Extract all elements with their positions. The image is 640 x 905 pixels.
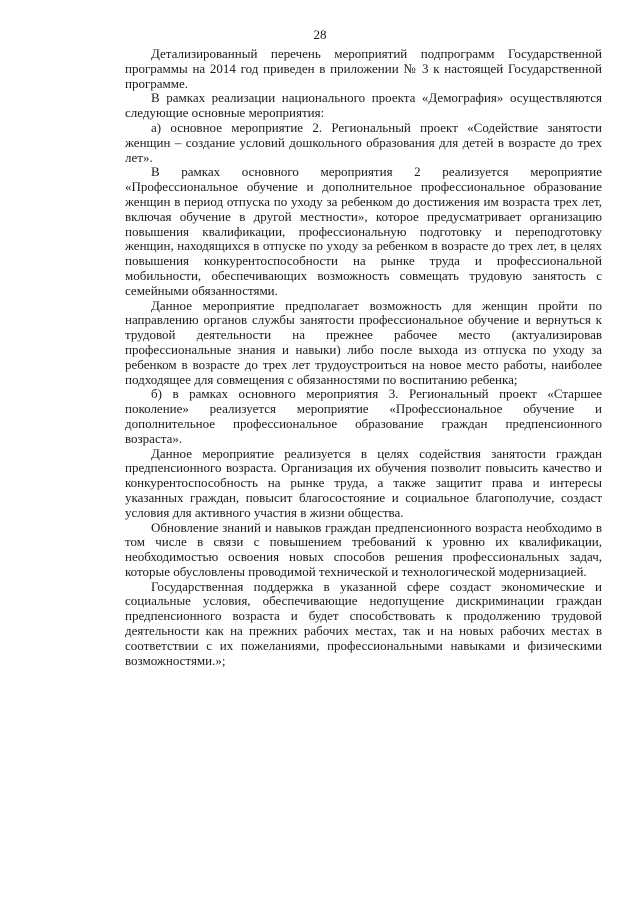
document-body bbox=[125, 47, 602, 668]
paragraph-national-project: В рамках реализации национального проекта «Демография» осуществляются следующие основные мероприятия: bbox=[125, 90, 602, 121]
paragraph-detailed-list: Детализированный перечень мероприятий подпрограмм Государственной программы на 2014 год приведен в приложении № 3 к настоящей Государственной программе. bbox=[125, 46, 602, 91]
paragraph-pre-retirement-training: Данное мероприятие реализуется в целях содействия занятости граждан предпенсионного возраста. Организация их обучения позволит повысить качество и конкурентоспособность на рынке труда, а также защитит права и интересы указанных граждан, повысит благосостояние и социальное благополучие, создаст условия для активного участия в жизни общества. bbox=[125, 445, 602, 520]
paragraph-activity-2: а) основное мероприятие 2. Региональный проект «Содействие занятости женщин – создание условий дошкольного образования для детей в возрасте до трех лет». bbox=[125, 119, 602, 165]
paragraph-skills-update: Обновление знаний и навыков граждан предпенсионного возраста необходимо в том числе в связи с повышением требований к уровню их квалификации, необходимостью освоения новых способов решения профессиональных задач, которые обусловлены проводимой технической и технологической модернизацией. bbox=[125, 519, 602, 579]
paragraph-activity-3: б) в рамках основного мероприятия 3. Региональный проект «Старшее поколение» реализуется мероприятие «Профессиональное обучение и дополнительное профессиональное образование граждан предпенсионного возраста». bbox=[125, 386, 602, 446]
page-number: 28 bbox=[313, 27, 327, 42]
paragraph-women-return-to-work: Данное мероприятие предполагает возможность для женщин пройти по направлению органов службы занятости профессиональное обучение и вернуться к трудовой деятельности на прежнее рабочее место (актуализировав профессиональные знания и навыки) либо после выхода из отпуска по уходу за ребенком в возрасте до трех лет трудоустроиться на новое место работы, наиболее подходящее для совмещения с обязанностями по воспитанию ребенка; bbox=[125, 297, 602, 387]
paragraph-state-support: Государственная поддержка в указанной сфере создаст экономические и социальные условия, обеспечивающие недопущение дискриминации граждан предпенсионного возраста и будет способствовать к продолжению трудовой деятельности как на прежних рабочих местах, так и на новых рабочих местах в соответствии с их пожеланиями, профессиональными навыками и физическими возможностями.»; bbox=[125, 578, 602, 668]
paragraph-activity-2-details: В рамках основного мероприятия 2 реализуется мероприятие «Профессиональное обучение и дополнительное профессиональное образование женщин в период отпуска по уходу за ребенком до достижения им возраста трех лет, включая обучение в другой местности», которое предусматривает организацию повышения квалификации, профессиональную подготовку и переподготовку женщин, находящихся в отпуске по уходу за ребенком в возрасте до трех лет, в целях повышения конкурентоспособности на рынке труда и профессиональной мобильности, обеспечивающих возможность совмещать трудовую занятость с семейными обязанностями. bbox=[125, 164, 602, 298]
